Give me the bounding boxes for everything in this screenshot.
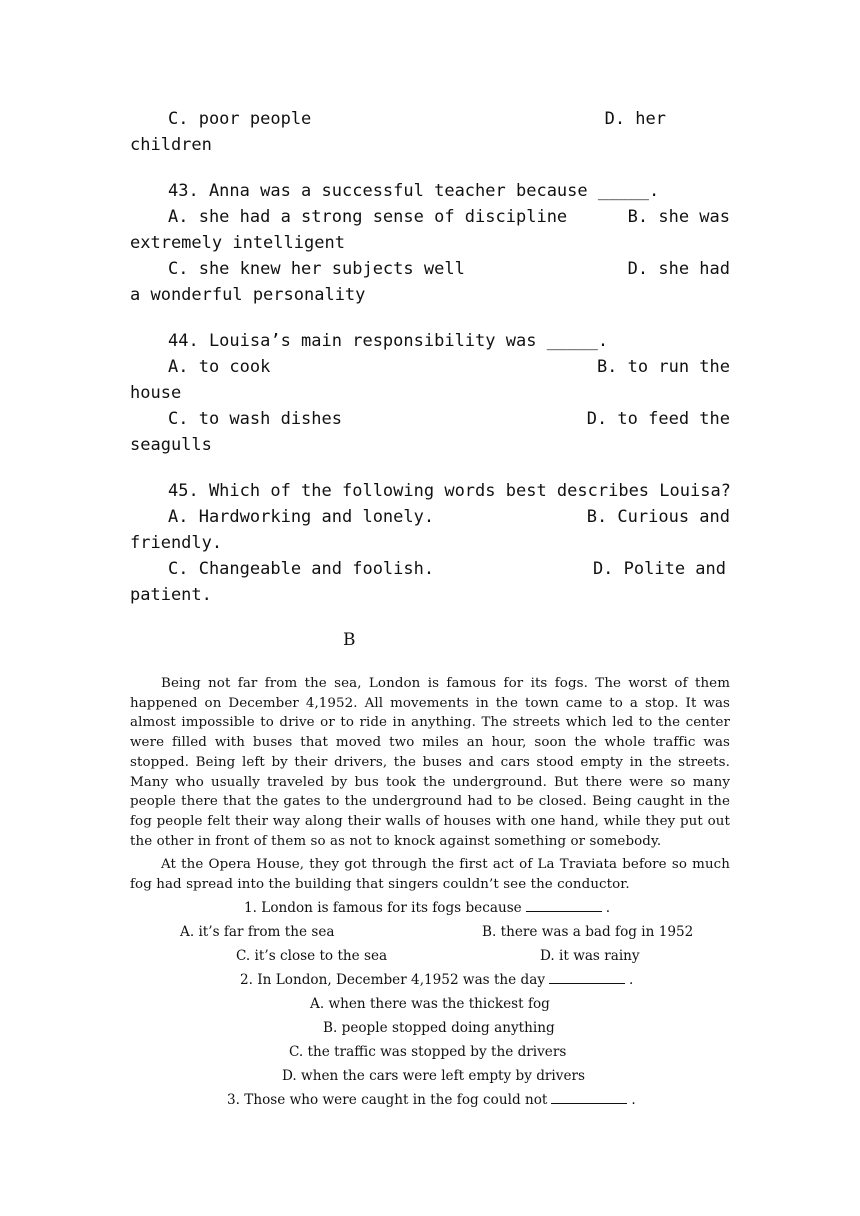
- cq2-option-d: D. when the cars were left empty by drivers: [282, 1068, 585, 1084]
- section-b-heading: B: [343, 630, 356, 650]
- q43-option-c: C. she knew her subjects well: [168, 259, 465, 279]
- q43-option-b-wrap: extremely intelligent: [130, 233, 345, 253]
- answer-blank: [551, 1091, 627, 1104]
- q45-option-c: C. Changeable and foolish.: [168, 559, 435, 579]
- q45-option-b: B. Curious and: [586, 507, 730, 527]
- q45-option-b-wrap: friendly.: [130, 533, 223, 553]
- q44-option-d: D. to feed the: [586, 409, 730, 429]
- q43-stem: 43. Anna was a successful teacher because _____.: [168, 181, 660, 201]
- question-43: [130, 178, 730, 308]
- cq2-option-c: C. the traffic was stopped by the drivers: [289, 1044, 567, 1060]
- answer-blank: [526, 899, 602, 912]
- cq3-stem-end: .: [631, 1092, 636, 1108]
- cq1-option-a: A. it’s far from the sea: [180, 924, 335, 940]
- question-45: [130, 478, 730, 608]
- cq3-stem: [227, 1088, 636, 1112]
- q45-option-d: D. Polite and: [592, 559, 726, 579]
- cq1-stem: [244, 896, 610, 920]
- q43-option-b: B. she was: [627, 207, 730, 227]
- answer-blank: [549, 971, 625, 984]
- cq3-stem-text: 3. Those who were caught in the fog could not: [227, 1092, 548, 1108]
- cq2-stem-text: 2. In London, December 4,1952 was the day: [240, 972, 546, 988]
- q42-option-d: D. her: [604, 109, 666, 129]
- question-42-tail: [130, 106, 730, 158]
- cq2-option-a: A. when there was the thickest fog: [310, 996, 550, 1012]
- q44-stem: 44. Louisa’s main responsibility was _____.: [168, 331, 609, 351]
- cq1-stem-end: .: [605, 900, 611, 916]
- cq1-stem-text: 1. London is famous for its fogs because: [244, 900, 522, 916]
- q44-option-b: B. to run the: [596, 357, 730, 377]
- cq1-option-c: C. it’s close to the sea: [236, 948, 388, 964]
- q43-option-d-wrap: a wonderful personality: [130, 285, 366, 305]
- q44-option-c: C. to wash dishes: [168, 409, 342, 429]
- passage-paragraph-2: At the Opera House, they got through the first act of La Traviata before so much fog had spread into the building that singers couldn’t see the conductor.: [130, 857, 730, 893]
- passage-paragraph-1: Being not far from the sea, London is famous for its fogs. The worst of them happened on December 4,1952. All movements in the town came to a stop. It was almost impossible to drive or to ride in anything. The streets which led to the center were filled with buses that moved two miles an hour, soon the whole traffic was stopped. Being left by their drivers, the buses and cars stood empty in the streets. Many who usually traveled by bus took the underground. But there were so many people there that the gates to the underground had to be closed. Being caught in the fog people felt their way along their walls of houses with one hand, while they put out the other in front of them so as not to knock against something or somebody.: [130, 676, 730, 849]
- q44-option-b-wrap: house: [130, 383, 182, 403]
- question-44: [130, 328, 730, 458]
- cq2-stem-end: .: [629, 972, 634, 988]
- cq1-option-d: D. it was rainy: [540, 948, 640, 964]
- q44-option-a: A. to cook: [168, 357, 271, 377]
- q45-option-d-wrap: patient.: [130, 585, 212, 605]
- q45-option-a: A. Hardworking and lonely.: [168, 507, 435, 527]
- cq2-option-b: B. people stopped doing anything: [323, 1020, 555, 1036]
- q43-option-d: D. she had: [627, 259, 730, 279]
- q44-option-d-wrap: seagulls: [130, 435, 212, 455]
- passage-b: [130, 674, 730, 895]
- q43-option-a: A. she had a strong sense of discipline: [168, 207, 568, 227]
- q45-stem: 45. Which of the following words best describes Louisa?: [168, 481, 731, 501]
- cq1-option-b: B. there was a bad fog in 1952: [482, 924, 694, 940]
- q42-option-c: C. poor people: [168, 109, 312, 129]
- q42-option-d-wrap: children: [130, 135, 212, 155]
- cq2-stem: [240, 968, 633, 992]
